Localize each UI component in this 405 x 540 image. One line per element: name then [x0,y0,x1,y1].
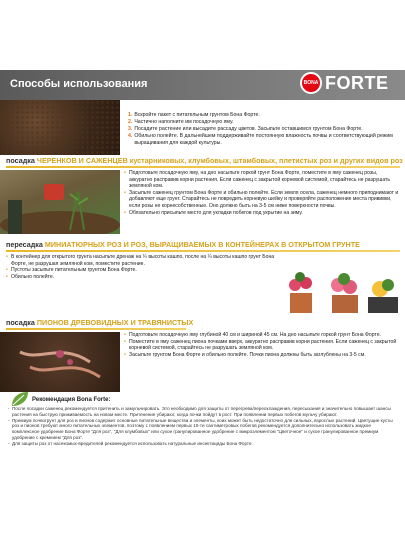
miniature-instructions [6,254,276,280]
soil-photo [0,100,120,155]
list-item: • Поместите в яму саженец пиона почками вверх, аккуратно расправив корни растения. Если саженец с закрытой корневой системой, старайтесь не разрушать земляной ком. [124,339,400,352]
step-item: 3. Посадите растение или высадите рассаду цветов. Засыпьте оставшимся грунтом Бона Форте. [128,126,363,132]
recommendation-list [8,406,398,447]
peony-instructions [124,332,400,358]
section-title: Способы использования [10,78,148,90]
list-item: • Подготовьте посадочную яму, на дно насыпьте горкой грунт Бона Форте, поместите в яму саженец розы, аккуратно расправив корни растения. Если саженец с закрытой корневой системой, старайтесь не разрушать земляной ком. [124,170,400,190]
step-item: 4. Обильно полейте. В дальнейшем поддерживайте постоянную влажность почвы и соответствующий режим выращивания для каждой культуры. [128,133,393,146]
logo-word: FORTE [325,72,389,93]
list-item: • Засыпьте саженец грунтом Бона Форте и обильно полейте. Если земля осела, саженец немного приподнимают и добавляют еще грунт. Старайтесь не повредить корневую шейку и проверяйте расположение места прививки, если розы не корнесобственные. Оно должно быть на 3-5 см ниже поверхности почвы. [124,190,400,210]
list-item: • Обязательно присыпьте место для укладки побегов под укрытие на зиму. [124,210,400,217]
section-heading-miniature: пересадка МИНИАТЮРНЫХ РОЗ И РОЗ, ВЫРАЩИВАЕМЫХ В КОНТЕЙНЕРАХ В ОТКРЫТОМ ГРУНТЕ [6,240,360,249]
list-item: - Для защиты роз от насекомых-вредителей рекомендуется использовать натуральные инсектициды Бона Форте. [8,441,398,447]
roses-instructions [124,170,400,216]
list-item: • Подготовьте посадочную яму глубиной 40 см и шириной 45 см. На дно насыпьте горкой грунт Бона Форте. [124,332,400,339]
step-item: 1. Вскройте пакет с питательным грунтом Бона Форте. [128,112,260,118]
potted-flowers-photo [280,255,405,315]
section-heading-peonies: посадка ПИОНОВ ДРЕВОВИДНЫХ И ТРАВЯНИСТЫХ [6,318,194,327]
planting-photo [0,170,120,234]
step-item: 2. Частично наполните им посадочную яму. [128,119,234,125]
recommendation-title: Рекомендация Bona Forte: [32,397,111,403]
peony-roots-photo [0,332,120,392]
list-item: • Засыпьте грунтом Бона Форте и обильно полейте. Почки пиона должны быть заглублены на 3-5 см. [124,352,400,359]
divider [6,250,400,252]
section-heading-roses: посадка ЧЕРЕНКОВ И САЖЕНЦЕВ кустарниковых, клумбовых, штамбовых, плетистых роз и других видов роз [6,156,403,165]
list-item: • Обильно полейте. [6,274,276,281]
list-item: • В контейнер для открытого грунта насыпьте дренаж на ¼ высоты кашпо, после на ¼ высоты кашпо грунт Бона Форте, не разрушая земляной ком, поместите растение. [6,254,276,267]
brand-logo [300,72,389,94]
list-item: - После посадки саженец рекомендуется притенить и замульчировать. Это необходимо для защиты от перегрева/переохлаждения, пересыхания и значительно повышает шансы растения на быструю приживаемость на новом месте. Притенение убирают, когда почки пойдут в рост. При появлении первых побегов мульчу убирают. [8,406,398,418]
list-item: • Пустоты засыпьте питательным грунтом Бона Форте. [6,267,276,274]
steps-list [128,112,400,147]
logo-badge: BONA [300,72,322,94]
divider [6,328,186,330]
divider [6,166,400,168]
list-item: - Премиум почвогрунт для роз и пионов содержит основные питательные вещества и элементы, коих может быть недостаточно для сильных, взрослых растений. Цветущие кусты роз и пионов требуют много питательных элементов, поэтому с появлением первых 10-ти сантиметровых побегов рекомендуется дополнительно использовать жидкое комплексное удобрение Бона Форте "Для роз", "Для клумбовых" или сухое гранулированное удобрение с микроэлементом "Цветочное" и сухое гранулированное премиум удобрение с кремнием "Для роз". [8,418,398,441]
